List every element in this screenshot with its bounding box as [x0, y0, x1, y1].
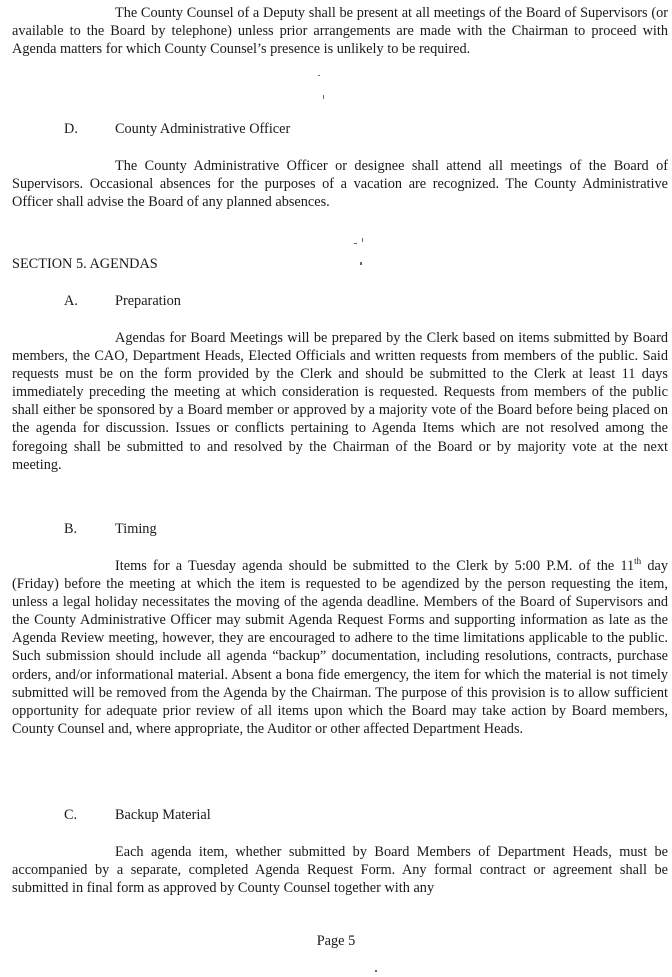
section-5-heading: SECTION 5. AGENDAS	[12, 256, 158, 272]
paragraph-timing: Items for a Tuesday agenda should be submitted to the Clerk by 5:00 P.M. of the 11th day (Friday) before the meeting at which the item is requested to be agendized by the person requesting the item, unless a legal holiday necessitates the moving of the agenda deadline. Members of the Board of Supervisors and the County Administrative Officer may submit Agenda Request Forms and supporting information as late as the Agenda Review meeting, however, they are encouraged to adhere to the time limitations applicable to the public. Such submission should include all agenda “backup” documentation, including resolutions, contracts, purchase orders, and/or informational material. Absent a bona fide emergency, the item for which the material is not timely submitted will be removed from the Agenda by the Chairman. The purpose of this provision is to allow sufficient opportunity for adequate prior review of all items upon which the Board may take action by Board members, County Counsel and, where appropriate, the Auditor or other affected Department Heads.	[12, 556, 669, 737]
page-number: Page 5	[316, 933, 356, 949]
subsection-d-letter: D.	[64, 121, 78, 137]
subsection-a-title: Preparation	[115, 293, 181, 309]
scan-speck	[354, 243, 357, 244]
subsection-a-letter: A.	[64, 293, 78, 309]
subsection-c-title: Backup Material	[115, 807, 211, 823]
paragraph-backup-material: Each agenda item, whether submitted by Board Members of Department Heads, must be accompanied by a separate, completed Agenda Request Form. Any formal contract or agreement shall be submitted in final form as approved by County Counsel together with any	[12, 844, 668, 897]
paragraph-cao: The County Administrative Officer or designee shall attend all meetings of the Board of Supervisors. Occasional absences for the purposes of a vacation are recognized. The County Administrative Officer shall advise the Board of any planned absences.	[12, 158, 668, 211]
subsection-c-letter: C.	[64, 807, 78, 823]
scan-speck	[360, 262, 362, 265]
superscript-th: th	[634, 556, 642, 567]
subsection-b-letter: B.	[64, 521, 78, 537]
scan-speck	[362, 238, 363, 242]
paragraph-county-counsel: The County Counsel of a Deputy shall be present at all meetings of the Board of Supervisors (or available to the Board by telephone) unless prior arrangements are made with the Chairman to proceed with Agenda matters for which County Counsel’s presence is unlikely to be required.	[12, 5, 668, 58]
scan-speck	[318, 75, 320, 76]
scan-speck	[323, 95, 324, 99]
subsection-d-title: County Administrative Officer	[115, 121, 291, 137]
scan-speck	[375, 970, 377, 972]
subsection-b-title: Timing	[115, 521, 157, 537]
paragraph-preparation: Agendas for Board Meetings will be prepared by the Clerk based on items submitted by Board members, the CAO, Department Heads, Elected Officials and written requests from members of the public. Said requests must be on the form provided by the Clerk and should be submitted to the Clerk at least 11 days immediately preceding the meeting at which consideration is requested. Requests from members of the public shall either be sponsored by a Board member or approved by a majority vote of the Board before being placed on the agenda for discussion. Issues or conflicts pertaining to Agenda Items which are not resolved among the foregoing shall be submitted to and resolved by the Chairman of the Board or by majority vote at the next meeting.	[12, 330, 668, 473]
